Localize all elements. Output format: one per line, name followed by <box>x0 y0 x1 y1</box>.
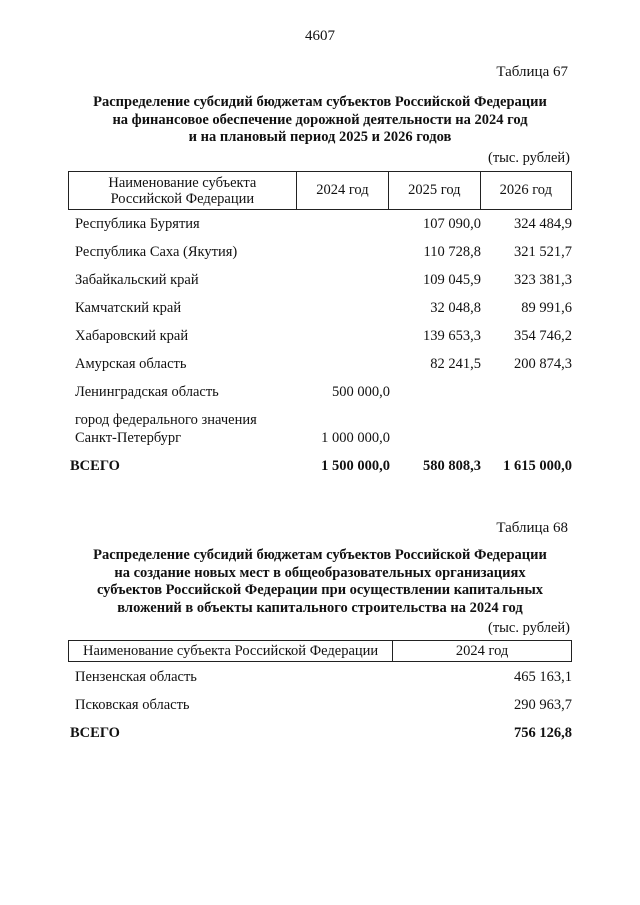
row-name: Санкт-Петербург <box>75 430 182 446</box>
header-2024: 2024 год <box>296 172 388 210</box>
total-2024: 1 500 000,0 <box>321 458 390 474</box>
row-name: Забайкальский край <box>75 272 199 288</box>
table-67-title <box>60 94 580 147</box>
value-2026: 200 874,3 <box>514 356 572 372</box>
table-68-label: Таблица 68 <box>496 520 568 536</box>
row-name: Республика Саха (Якутия) <box>75 244 238 260</box>
title-line: субъектов Российской Федерации при осуществлении капитальных <box>96 582 544 598</box>
value-2024: 290 963,7 <box>514 697 572 713</box>
table-67-units: (тыс. рублей) <box>488 150 570 166</box>
table-67-label: Таблица 67 <box>496 64 568 80</box>
row-name: Ленинградская область <box>75 384 219 400</box>
title-line: и на плановый период 2025 и 2026 годов <box>188 129 452 145</box>
value-2025: 109 045,9 <box>423 272 481 288</box>
value-2024: 1 000 000,0 <box>321 430 390 446</box>
total-label: ВСЕГО <box>70 458 120 474</box>
total-2025: 580 808,3 <box>423 458 481 474</box>
total-2024: 756 126,8 <box>514 725 572 741</box>
table-68-units: (тыс. рублей) <box>488 620 570 636</box>
title-line: Распределение субсидий бюджетам субъектов Российской Федерации <box>93 94 547 110</box>
value-2026: 89 991,6 <box>521 300 572 316</box>
value-2025: 32 048,8 <box>430 300 481 316</box>
row-name: Амурская область <box>75 356 187 372</box>
header-name-line: Российской Федерации <box>110 190 255 207</box>
value-2025: 139 653,3 <box>423 328 481 344</box>
header-2024: 2024 год <box>393 641 572 662</box>
header-2025: 2025 год <box>389 172 480 210</box>
row-name: Хабаровский край <box>75 328 189 344</box>
header-2026: 2026 год <box>480 172 571 210</box>
value-2026: 323 381,3 <box>514 272 572 288</box>
value-2026: 324 484,9 <box>514 216 572 232</box>
table-68-title <box>60 547 580 617</box>
title-line: на финансовое обеспечение дорожной деятельности на 2024 год <box>112 111 528 128</box>
value-2024: 500 000,0 <box>332 384 390 400</box>
title-line: Распределение субсидий бюджетам субъектов Российской Федерации <box>93 547 547 563</box>
row-name: Псковская область <box>75 697 190 713</box>
value-2024: 465 163,1 <box>514 669 572 685</box>
value-2025: 82 241,5 <box>430 356 481 372</box>
table-row <box>75 412 575 448</box>
value-2026: 321 521,7 <box>514 244 572 260</box>
row-name: Камчатский край <box>75 300 182 316</box>
header-name-line: Наименование субъекта <box>108 174 257 191</box>
header-name-cell: Наименование субъекта Российской Федерации <box>69 641 393 662</box>
row-name: Республика Бурятия <box>75 216 200 232</box>
row-name: Пензенская область <box>75 669 197 685</box>
value-2025: 110 728,8 <box>423 244 481 260</box>
total-2026: 1 615 000,0 <box>503 458 572 474</box>
value-2026: 354 746,2 <box>514 328 572 344</box>
table-67-header <box>68 171 572 210</box>
title-line: вложений в объекты капитального строительства на 2024 год <box>117 599 523 616</box>
row-name-line1: город федерального значения <box>75 412 257 428</box>
page-number: 4607 <box>305 28 335 44</box>
title-line: на создание новых мест в общеобразовательных организациях <box>114 564 526 581</box>
header-name-cell <box>69 172 297 210</box>
value-2025: 107 090,0 <box>423 216 481 232</box>
table-68-header <box>68 640 572 662</box>
total-label: ВСЕГО <box>70 725 120 741</box>
